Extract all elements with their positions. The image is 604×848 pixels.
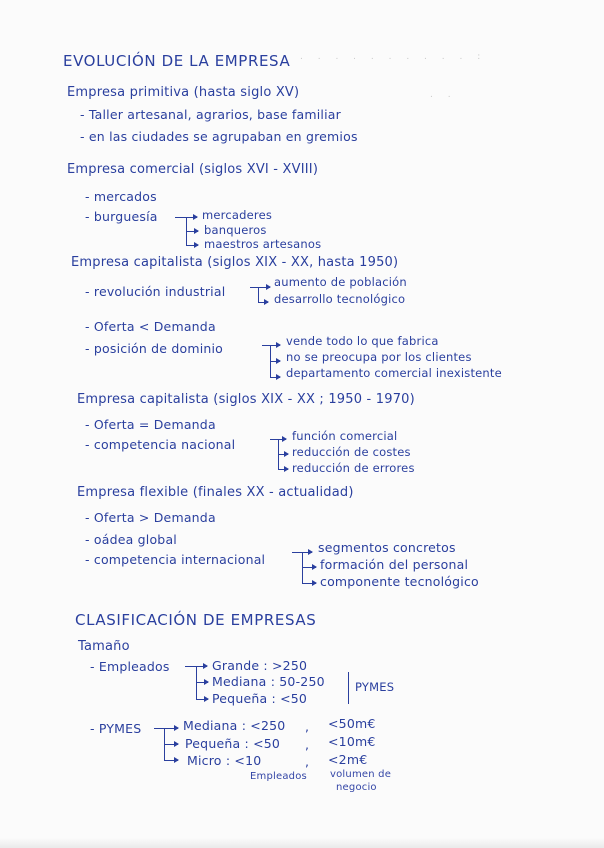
page-edge <box>0 838 604 848</box>
arrow <box>250 287 270 288</box>
sub-item: maestros artesanos <box>204 237 322 251</box>
faint-dots: . . . . . . . . . . : <box>300 52 487 62</box>
arrow <box>186 245 198 246</box>
item: - burguesía <box>85 209 158 224</box>
arrow <box>196 682 208 683</box>
heading: Empresa comercial (siglos XVI - XVIII) <box>67 162 319 177</box>
arrow <box>278 469 288 470</box>
sub-item: desarrollo tecnológico <box>274 292 406 306</box>
separator: , <box>305 754 310 769</box>
sub-item: departamento comercial inexistente <box>286 366 502 380</box>
sub-item: formación del personal <box>320 557 469 572</box>
pymes-label: PYMES <box>355 680 395 694</box>
item: - posición de dominio <box>85 341 224 356</box>
row: Mediana : <250 <box>183 718 286 733</box>
item: - Oferta < Demanda <box>85 319 216 334</box>
row: Pequeña : <50 <box>185 736 281 751</box>
sub-item: reducción de costes <box>292 445 411 459</box>
separator: , <box>305 719 310 734</box>
row-value: <50m€ <box>328 716 376 731</box>
footnote: volumen de <box>330 769 392 780</box>
row: Micro : <10 <box>187 753 262 768</box>
item: - Oferta = Demanda <box>85 417 216 432</box>
sub-item: aumento de población <box>274 275 407 289</box>
grouping-bar <box>348 672 349 704</box>
bracket-line <box>258 287 259 302</box>
heading: Empresa primitiva (hasta siglo XV) <box>67 85 300 100</box>
row: Grande : >250 <box>212 658 308 673</box>
arrow <box>258 302 268 303</box>
section-title: CLASIFICACIÓN DE EMPRESAS <box>75 611 317 629</box>
item: - oádea global <box>85 532 177 547</box>
footnote: negocio <box>336 782 377 793</box>
arrow <box>164 760 178 761</box>
sub-item: componente tecnológico <box>320 574 479 589</box>
footnote: Empleados <box>250 771 307 782</box>
section-title: EVOLUCIÓN DE LA EMPRESA <box>63 52 291 70</box>
arrow <box>164 744 178 745</box>
arrow <box>196 699 208 700</box>
sub-item: función comercial <box>292 429 398 443</box>
faint-dots: . . <box>430 90 457 100</box>
item: - revolución industrial <box>85 284 226 299</box>
item: - mercados <box>85 189 157 204</box>
arrow <box>302 567 316 568</box>
heading: Empresa flexible (finales XX - actualidad) <box>77 485 354 500</box>
sub-item: banqueros <box>204 223 267 237</box>
arrow <box>186 231 198 232</box>
heading: Empresa capitalista (siglos XIX - XX ; 1950 - 1970) <box>77 392 415 407</box>
row: Pequeña : <50 <box>212 691 308 706</box>
heading: Tamaño <box>78 639 130 654</box>
arrow <box>270 377 280 378</box>
sub-item: no se preocupa por los clientes <box>286 350 472 364</box>
row: Mediana : 50-250 <box>212 674 325 689</box>
sub-item: mercaderes <box>202 208 273 222</box>
item: - en las ciudades se agrupaban en gremios <box>80 129 358 144</box>
item: - Oferta > Demanda <box>85 510 216 525</box>
item: - competencia internacional <box>85 552 266 567</box>
item: - Taller artesanal, agrarios, base familiar <box>80 107 341 122</box>
arrow <box>302 583 316 584</box>
heading: Empresa capitalista (siglos XIX - XX, hasta 1950) <box>71 255 399 270</box>
sub-item: vende todo lo que fabrica <box>286 334 439 348</box>
arrow <box>278 454 288 455</box>
item: - competencia nacional <box>85 437 236 452</box>
arrow <box>154 728 178 729</box>
row-value: <10m€ <box>328 734 376 749</box>
sub-item: segmentos concretos <box>318 540 456 555</box>
separator: , <box>305 737 310 752</box>
item: - Empleados <box>90 659 170 674</box>
item: - PYMES <box>90 721 142 736</box>
row-value: <2m€ <box>328 752 368 767</box>
sub-item: reducción de errores <box>292 461 415 475</box>
arrow <box>270 361 280 362</box>
arrow <box>262 345 280 346</box>
